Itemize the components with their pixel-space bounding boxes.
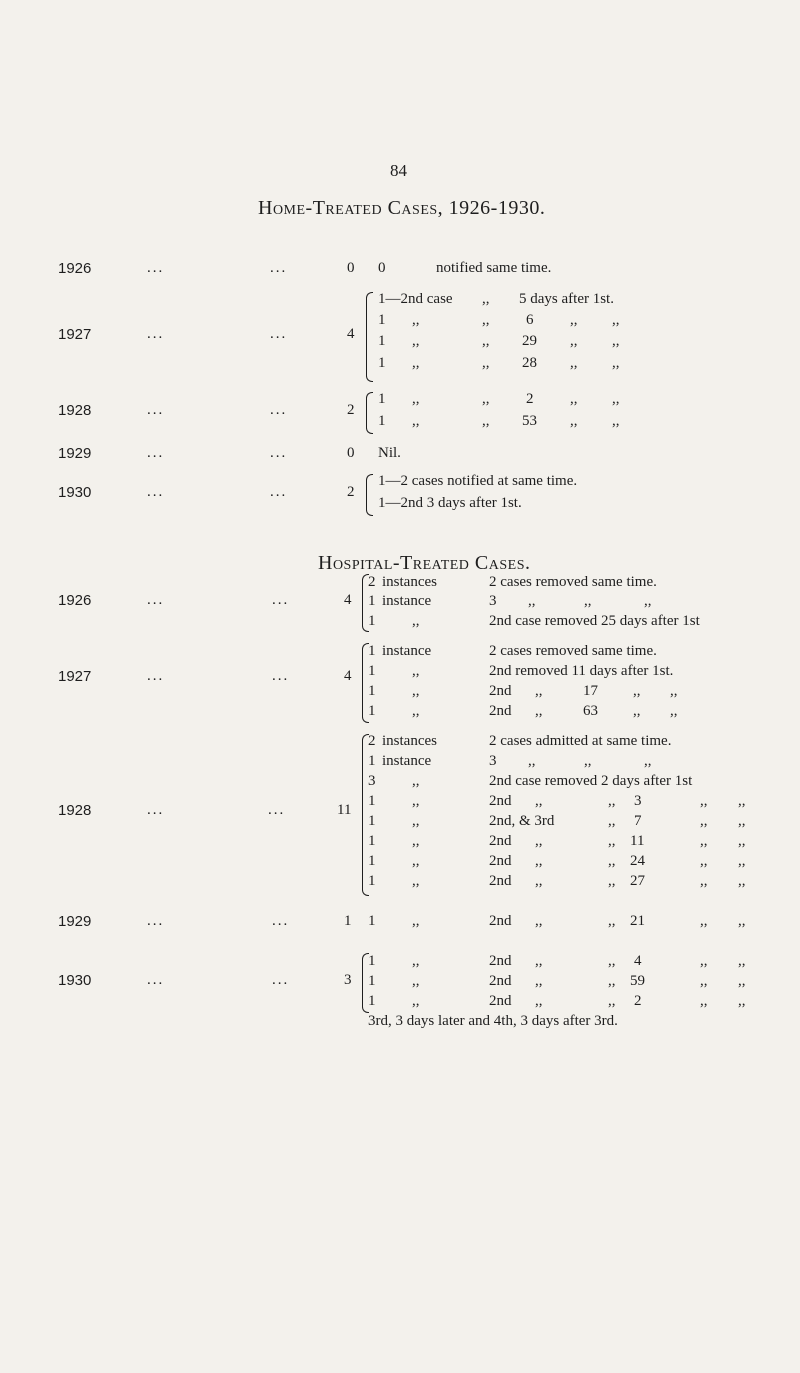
hosp-1930-r1-q: ,, (535, 953, 543, 969)
hosp-1928-r4-unit: ,, (412, 793, 420, 809)
hosp-1927-r2-n: 1 (368, 663, 376, 679)
hosp-1928-r3-n: 3 (368, 773, 376, 789)
home-year-1928: 1928 (58, 402, 92, 419)
hosp-1928-r8-r: ,, (608, 873, 616, 889)
home-1928-r1-b: ,, (412, 391, 420, 407)
hosp-1929-r1-text: 2nd (489, 913, 512, 929)
hosp-1927-r4-days: 63 (583, 703, 598, 719)
home-1927-r4-b: ,, (412, 355, 420, 371)
hosp-1926-r2-d3: ,, (644, 593, 652, 609)
hosp-1930-r2-e: ,, (700, 973, 708, 989)
hosp-1927-r1-text: 2 cases removed same time. (489, 643, 657, 659)
hosp-year-1930: 1930 (58, 972, 92, 989)
hosp-1928-r8-f: ,, (738, 873, 746, 889)
hosp-dots-1927: ... (147, 668, 165, 684)
hosp-1927-r4-f: ,, (670, 703, 678, 719)
hosp-1927-r3-text: 2nd (489, 683, 512, 699)
hosp-1928-r5-e: ,, (700, 813, 708, 829)
home-dots-1930-b: ... (270, 484, 288, 500)
hosp-1929-r1-r: ,, (608, 913, 616, 929)
hosp-1930-r1-n: 1 (368, 953, 376, 969)
home-1930-r1: 1—2 cases notified at same time. (378, 473, 578, 489)
hosp-1928-r5-days: 7 (634, 813, 642, 829)
hosp-total-1929: 1 (344, 913, 352, 929)
hosp-1930-r2-unit: ,, (412, 973, 420, 989)
hosp-1928-r6-e: ,, (700, 833, 708, 849)
home-dots-1926-b: ... (270, 260, 288, 276)
home-dots-1927-b: ... (270, 326, 288, 342)
hosp-dots-1930: ... (147, 972, 165, 988)
home-1927-r4-d: 28 (522, 355, 537, 371)
hosp-1928-r1-text: 2 cases admitted at same time. (489, 733, 672, 749)
hosp-1926-r2-unit: instance (382, 593, 432, 609)
hosp-1926-r1-unit: instances (382, 574, 437, 590)
home-1927-brace (366, 292, 373, 382)
home-dots-1929-b: ... (270, 445, 288, 461)
home-1927-r3-a: 1 (378, 333, 386, 349)
hosp-1928-r1-n: 2 (368, 733, 376, 749)
hosp-1929-r1-days: 21 (630, 913, 645, 929)
hosp-1929-r1-e: ,, (700, 913, 708, 929)
hosp-1927-r2-unit: ,, (412, 663, 420, 679)
hosp-1928-r5-r: ,, (608, 813, 616, 829)
hosp-1926-r2-d1: ,, (528, 593, 536, 609)
home-total-1926: 0 (347, 260, 355, 276)
hosp-1926-r1-text: 2 cases removed same time. (489, 574, 657, 590)
hosp-1928-r7-r: ,, (608, 853, 616, 869)
hosp-1928-r2-d1: ,, (528, 753, 536, 769)
hosp-1930-r3-text: 2nd (489, 993, 512, 1009)
home-1927-r4-c: ,, (482, 355, 490, 371)
home-1927-r3-d: 29 (522, 333, 537, 349)
home-dots-1926: ... (147, 260, 165, 276)
hosp-1929-r1-q: ,, (535, 913, 543, 929)
home-1928-r2-a: 1 (378, 413, 386, 429)
hosp-1928-r5-text: 2nd, & 3rd (489, 813, 555, 829)
hosp-total-1927: 4 (344, 668, 352, 684)
hosp-1928-r3-text: 2nd case removed 2 days after 1st (489, 773, 693, 789)
hosp-1930-r1-text: 2nd (489, 953, 512, 969)
hosp-1928-r2-unit: instance (382, 753, 432, 769)
home-1927-r3-c: ,, (482, 333, 490, 349)
home-1927-r4-f: ,, (612, 355, 620, 371)
home-1928-r1-d: 2 (526, 391, 534, 407)
home-total-1930: 2 (347, 484, 355, 500)
hosp-1930-r1-unit: ,, (412, 953, 420, 969)
hosp-1928-r6-n: 1 (368, 833, 376, 849)
home-dots-1928-b: ... (270, 402, 288, 418)
home-year-1930: 1930 (58, 484, 92, 501)
hospital-treated-title: Hospital-Treated Cases. (318, 552, 531, 574)
hosp-total-1926: 4 (344, 592, 352, 608)
hosp-1928-r5-f: ,, (738, 813, 746, 829)
hosp-1928-r7-text: 2nd (489, 853, 512, 869)
hosp-dots-1929-b: ... (272, 913, 290, 929)
hosp-1930-r3-r: ,, (608, 993, 616, 1009)
hosp-year-1929: 1929 (58, 913, 92, 930)
hosp-1930-r2-n: 1 (368, 973, 376, 989)
hosp-1927-r3-q: ,, (535, 683, 543, 699)
hosp-total-1928: 11 (337, 802, 352, 818)
hosp-1928-r4-text: 2nd (489, 793, 512, 809)
home-year-1929: 1929 (58, 445, 92, 462)
home-1928-r1-a: 1 (378, 391, 386, 407)
home-1928-r2-d: 53 (522, 413, 537, 429)
hosp-1930-r3-f: ,, (738, 993, 746, 1009)
hosp-1928-r8-text: 2nd (489, 873, 512, 889)
home-treated-title: Home-Treated Cases, 1926-1930. (258, 197, 546, 219)
hosp-1928-r2-d2: ,, (584, 753, 592, 769)
home-1930-brace (366, 474, 373, 516)
hosp-dots-1928-b: ... (268, 802, 286, 818)
home-1928-r1-c: ,, (482, 391, 490, 407)
hosp-1927-r3-f: ,, (670, 683, 678, 699)
home-dots-1928: ... (147, 402, 165, 418)
hosp-1928-r2-d3: ,, (644, 753, 652, 769)
hosp-1927-r1-unit: instance (382, 643, 432, 659)
hosp-1930-r3-q: ,, (535, 993, 543, 1009)
hosp-1927-r1-n: 1 (368, 643, 376, 659)
hosp-1927-r4-e: ,, (633, 703, 641, 719)
home-1927-r3-e: ,, (570, 333, 578, 349)
hosp-1927-r3-days: 17 (583, 683, 598, 699)
hosp-1928-r7-q: ,, (535, 853, 543, 869)
hosp-1928-r5-unit: ,, (412, 813, 420, 829)
home-1927-r2-f: ,, (612, 312, 620, 328)
home-1926-count: 0 (378, 260, 386, 276)
hosp-1928-r4-e: ,, (700, 793, 708, 809)
home-total-1928: 2 (347, 402, 355, 418)
hosp-1927-r4-q: ,, (535, 703, 543, 719)
hosp-year-1928: 1928 (58, 802, 92, 819)
hosp-1930-r3-unit: ,, (412, 993, 420, 1009)
hosp-total-1930: 3 (344, 972, 352, 988)
hosp-1928-r4-r: ,, (608, 793, 616, 809)
home-1927-r4-a: 1 (378, 355, 386, 371)
hosp-1930-r2-q: ,, (535, 973, 543, 989)
home-1929-nil: Nil. (378, 445, 401, 461)
hosp-1926-r2-text: 3 (489, 593, 497, 609)
hosp-1930-r1-f: ,, (738, 953, 746, 969)
hosp-1930-r2-r: ,, (608, 973, 616, 989)
hosp-1928-r4-f: ,, (738, 793, 746, 809)
home-1927-r3-f: ,, (612, 333, 620, 349)
home-1927-r2-b: ,, (412, 312, 420, 328)
hosp-1927-r4-unit: ,, (412, 703, 420, 719)
hosp-1930-r3-n: 1 (368, 993, 376, 1009)
hosp-1926-r3-text: 2nd case removed 25 days after 1st (489, 613, 700, 629)
hosp-1928-r7-e: ,, (700, 853, 708, 869)
home-1927-r2-d: 6 (526, 312, 534, 328)
hosp-1926-r2-d2: ,, (584, 593, 592, 609)
home-1927-r2-a: 1 (378, 312, 386, 328)
page-number: 84 (390, 161, 407, 180)
hosp-1926-r1-n: 2 (368, 574, 376, 590)
home-1928-r2-b: ,, (412, 413, 420, 429)
hosp-1930-r2-text: 2nd (489, 973, 512, 989)
hosp-1928-r6-f: ,, (738, 833, 746, 849)
hosp-1928-r2-n: 1 (368, 753, 376, 769)
hosp-1927-r2-text: 2nd removed 11 days after 1st. (489, 663, 674, 679)
hosp-1928-r4-q: ,, (535, 793, 543, 809)
home-1930-r2: 1—2nd 3 days after 1st. (378, 495, 522, 511)
hosp-dots-1929: ... (147, 913, 165, 929)
hosp-1930-r1-days: 4 (634, 953, 642, 969)
hosp-1930-r2-f: ,, (738, 973, 746, 989)
hosp-1927-r3-unit: ,, (412, 683, 420, 699)
hosp-year-1926: 1926 (58, 592, 92, 609)
home-1927-r1-c: 5 days after 1st. (519, 291, 614, 307)
hosp-1928-r1-unit: instances (382, 733, 437, 749)
home-1926-text: notified same time. (436, 260, 552, 276)
home-1928-r1-e: ,, (570, 391, 578, 407)
hosp-1927-r3-e: ,, (633, 683, 641, 699)
hosp-1930-r1-r: ,, (608, 953, 616, 969)
hosp-1930-r3-e: ,, (700, 993, 708, 1009)
hosp-1928-r6-q: ,, (535, 833, 543, 849)
home-dots-1929: ... (147, 445, 165, 461)
hosp-1929-r1-n: 1 (368, 913, 376, 929)
hosp-1928-r2-text: 3 (489, 753, 497, 769)
hosp-1928-r7-n: 1 (368, 853, 376, 869)
home-dots-1927: ... (147, 326, 165, 342)
hosp-1928-r4-n: 1 (368, 793, 376, 809)
home-total-1929: 0 (347, 445, 355, 461)
hosp-1928-r6-days: 11 (630, 833, 645, 849)
hosp-1928-r5-n: 1 (368, 813, 376, 829)
hosp-1930-r2-days: 59 (630, 973, 645, 989)
hosp-1928-r8-days: 27 (630, 873, 645, 889)
home-1928-brace (366, 392, 373, 434)
home-1928-r2-e: ,, (570, 413, 578, 429)
hosp-1927-r4-n: 1 (368, 703, 376, 719)
hosp-1927-r3-n: 1 (368, 683, 376, 699)
hosp-dots-1927-b: ... (272, 668, 290, 684)
hosp-1928-r7-f: ,, (738, 853, 746, 869)
hosp-1926-r3-n: 1 (368, 613, 376, 629)
hosp-1928-r8-unit: ,, (412, 873, 420, 889)
hosp-1926-r3-unit: ,, (412, 613, 420, 629)
home-1927-r3-b: ,, (412, 333, 420, 349)
hosp-year-1927: 1927 (58, 668, 92, 685)
home-1927-r2-c: ,, (482, 312, 490, 328)
hosp-1928-r7-unit: ,, (412, 853, 420, 869)
home-year-1927: 1927 (58, 326, 92, 343)
home-dots-1930: ... (147, 484, 165, 500)
hosp-1928-r6-r: ,, (608, 833, 616, 849)
hosp-footnote: 3rd, 3 days later and 4th, 3 days after 3rd. (368, 1013, 618, 1029)
hosp-dots-1928: ... (147, 802, 165, 818)
home-1927-r4-e: ,, (570, 355, 578, 371)
home-1928-r2-c: ,, (482, 413, 490, 429)
hosp-1928-r8-e: ,, (700, 873, 708, 889)
hosp-1928-r7-days: 24 (630, 853, 645, 869)
hosp-1928-r4-days: 3 (634, 793, 642, 809)
hosp-1929-r1-unit: ,, (412, 913, 420, 929)
hosp-1928-r6-text: 2nd (489, 833, 512, 849)
hosp-1928-r3-unit: ,, (412, 773, 420, 789)
hosp-dots-1930-b: ... (272, 972, 290, 988)
hosp-1929-r1-f: ,, (738, 913, 746, 929)
hosp-dots-1926-b: ... (272, 592, 290, 608)
home-total-1927: 4 (347, 326, 355, 342)
hosp-1928-r6-unit: ,, (412, 833, 420, 849)
home-1928-r2-f: ,, (612, 413, 620, 429)
hosp-1927-r4-text: 2nd (489, 703, 512, 719)
hosp-1928-r8-q: ,, (535, 873, 543, 889)
hosp-dots-1926: ... (147, 592, 165, 608)
home-1927-r1-a: 1—2nd case (378, 291, 453, 307)
hosp-1930-r1-e: ,, (700, 953, 708, 969)
hosp-1928-r8-n: 1 (368, 873, 376, 889)
hosp-1926-r2-n: 1 (368, 593, 376, 609)
home-year-1926: 1926 (58, 260, 92, 277)
home-1927-r2-e: ,, (570, 312, 578, 328)
home-1928-r1-f: ,, (612, 391, 620, 407)
hosp-1930-r3-days: 2 (634, 993, 642, 1009)
home-1927-r1-b: ,, (482, 291, 490, 307)
